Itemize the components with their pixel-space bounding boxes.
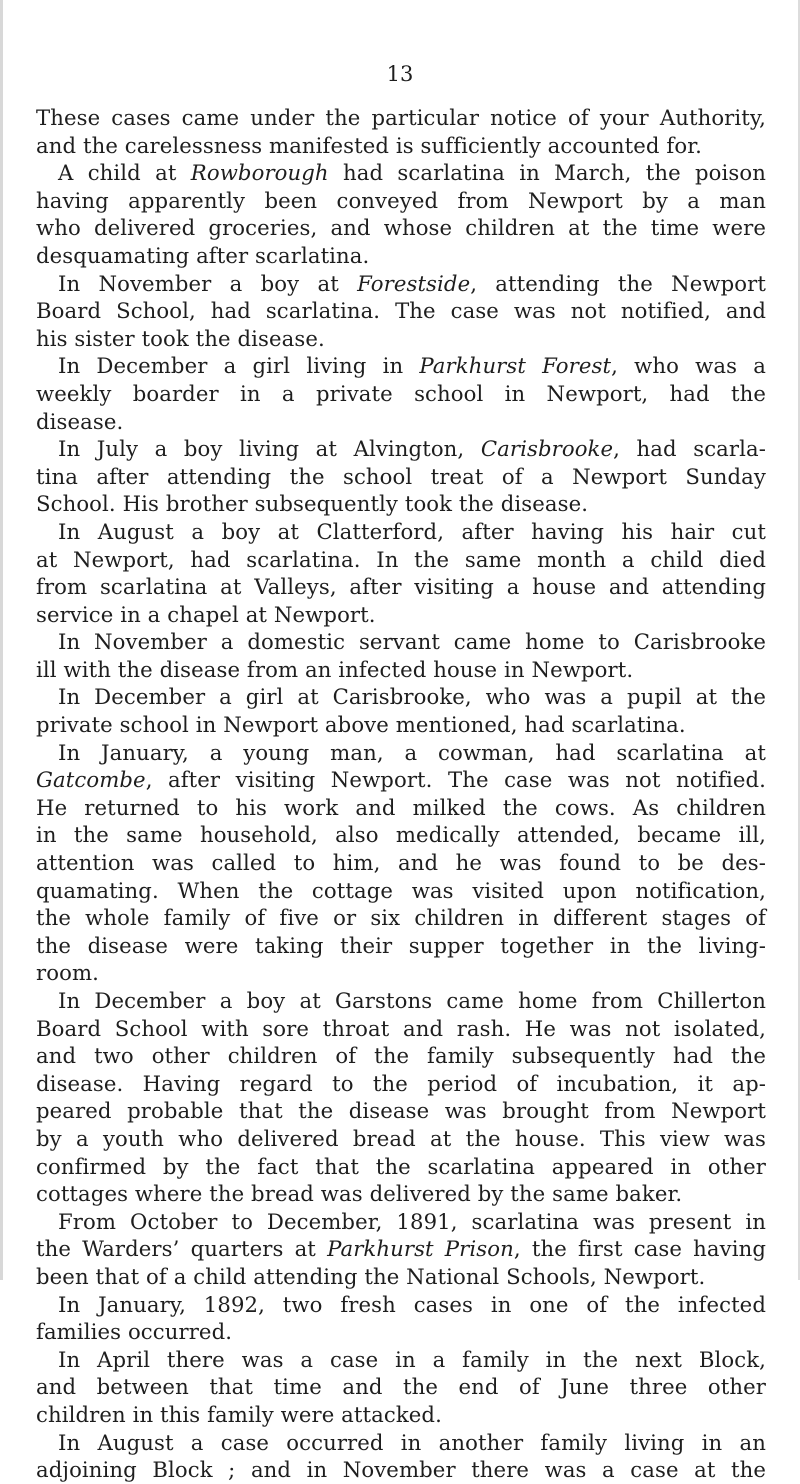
text-line: A child at Rowborough had scarlatina in March, the poison	[58, 160, 766, 186]
text-line: disease. Having regard to the period of incubation, it ap-	[36, 1070, 766, 1096]
text-line: confirmed by the fact that the scarlatina appeared in other	[36, 1153, 766, 1179]
text-line: In January, 1892, two fresh cases in one of the infected	[58, 1291, 766, 1317]
text-line: and two other children of the family subsequently had the	[36, 1043, 766, 1069]
italic-place-name: Carisbrooke	[480, 436, 614, 462]
text-line: attention was called to him, and he was found to be des-	[36, 850, 766, 876]
text-line: who delivered groceries, and whose children at the time were	[36, 215, 766, 241]
text-line: In August a boy at Clatterford, after having his hair cut	[58, 518, 766, 544]
italic-place-name: Parkhurst Prison	[327, 1236, 514, 1262]
text-line: He returned to his work and milked the cows. As children	[36, 794, 766, 820]
text-line: been that of a child attending the National Schools, Newport.	[36, 1263, 706, 1289]
text-line: Gatcombe, after visiting Newport. The case was not notified.	[36, 767, 766, 793]
text-line: In July a boy living at Alvington, Carisbrooke, had scarla-	[58, 436, 766, 462]
text-line: his sister took the disease.	[36, 325, 325, 351]
italic-place-name: Rowborough	[190, 160, 329, 186]
text-line: From October to December, 1891, scarlatina was present in	[58, 1208, 766, 1234]
text-line: In January, a young man, a cowman, had scarlatina at	[58, 739, 766, 765]
page-edge-shadow-left	[0, 0, 3, 1280]
text-line: at Newport, had scarlatina. In the same month a child died	[36, 546, 766, 572]
text-line: In November a domestic servant came home to Carisbrooke	[58, 629, 766, 655]
text-line: weekly boarder in a private school in Newport, had the	[36, 380, 766, 406]
text-line: In April there was a case in a family in the next Block,	[58, 1346, 766, 1372]
text-line: In December a boy at Garstons came home from Chillerton	[58, 988, 766, 1013]
text-line: the whole family of five or six children in different stages of	[36, 905, 766, 931]
text-line: from scarlatina at Valleys, after visiting a house and attending	[36, 574, 766, 600]
text-line: by a youth who delivered bread at the house. This view was	[36, 1125, 766, 1151]
text-line: private school in Newport above mentioned, had scarlatina.	[36, 712, 686, 738]
text-line: disease.	[36, 408, 124, 434]
text-line: in the same household, also medically attended, became ill,	[36, 822, 766, 848]
text-line: adjoining Block ; and in November there was a case at the	[36, 1457, 766, 1483]
text-line: desquamating after scarlatina.	[36, 242, 370, 268]
text-line: In December a girl at Carisbrooke, who was a pupil at the	[58, 684, 766, 710]
text-line: and the carelessness manifested is sufficiently accounted for.	[36, 132, 702, 158]
body-text	[36, 104, 766, 1484]
text-line: These cases came under the particular notice of your Authority,	[36, 105, 766, 130]
text-line: room.	[36, 960, 99, 986]
text-line: service in a chapel at Newport.	[36, 601, 376, 627]
text-line: having apparently been conveyed from Newport by a man	[36, 187, 766, 213]
text-line: quamating. When the cottage was visited upon notification,	[36, 877, 766, 903]
text-line: In August a case occurred in another family living in an	[58, 1429, 766, 1455]
text-line: families occurred.	[36, 1319, 233, 1345]
page-number: 13	[386, 62, 414, 86]
text-line: tina after attending the school treat of a Newport Sunday	[36, 463, 766, 489]
text-line: ill with the disease from an infected house in Newport.	[36, 656, 634, 682]
text-line: School. His brother subsequently took the disease.	[36, 491, 589, 517]
text-line: In December a girl living in Parkhurst Forest, who was a	[58, 353, 766, 379]
italic-place-name: Parkhurst Forest	[419, 353, 612, 379]
text-line: Board School with sore throat and rash. He was not isolated,	[36, 1015, 766, 1041]
text-line: cottages where the bread was delivered by the same baker.	[36, 1181, 683, 1207]
text-line: and between that time and the end of June three other	[36, 1374, 766, 1400]
text-line: In November a boy at Forestside, attending the Newport	[58, 270, 766, 296]
text-line: Board School, had scarlatina. The case was not notified, and	[36, 298, 766, 324]
text-line: the disease were taking their supper together in the living-	[36, 932, 766, 958]
italic-place-name: Gatcombe	[36, 767, 146, 793]
italic-place-name: Forestside	[357, 270, 471, 296]
text-line: the Warders’ quarters at Parkhurst Prison, the first case having	[36, 1236, 767, 1262]
text-line: children in this family were attacked.	[36, 1401, 442, 1427]
text-line: peared probable that the disease was brought from Newport	[36, 1098, 766, 1124]
